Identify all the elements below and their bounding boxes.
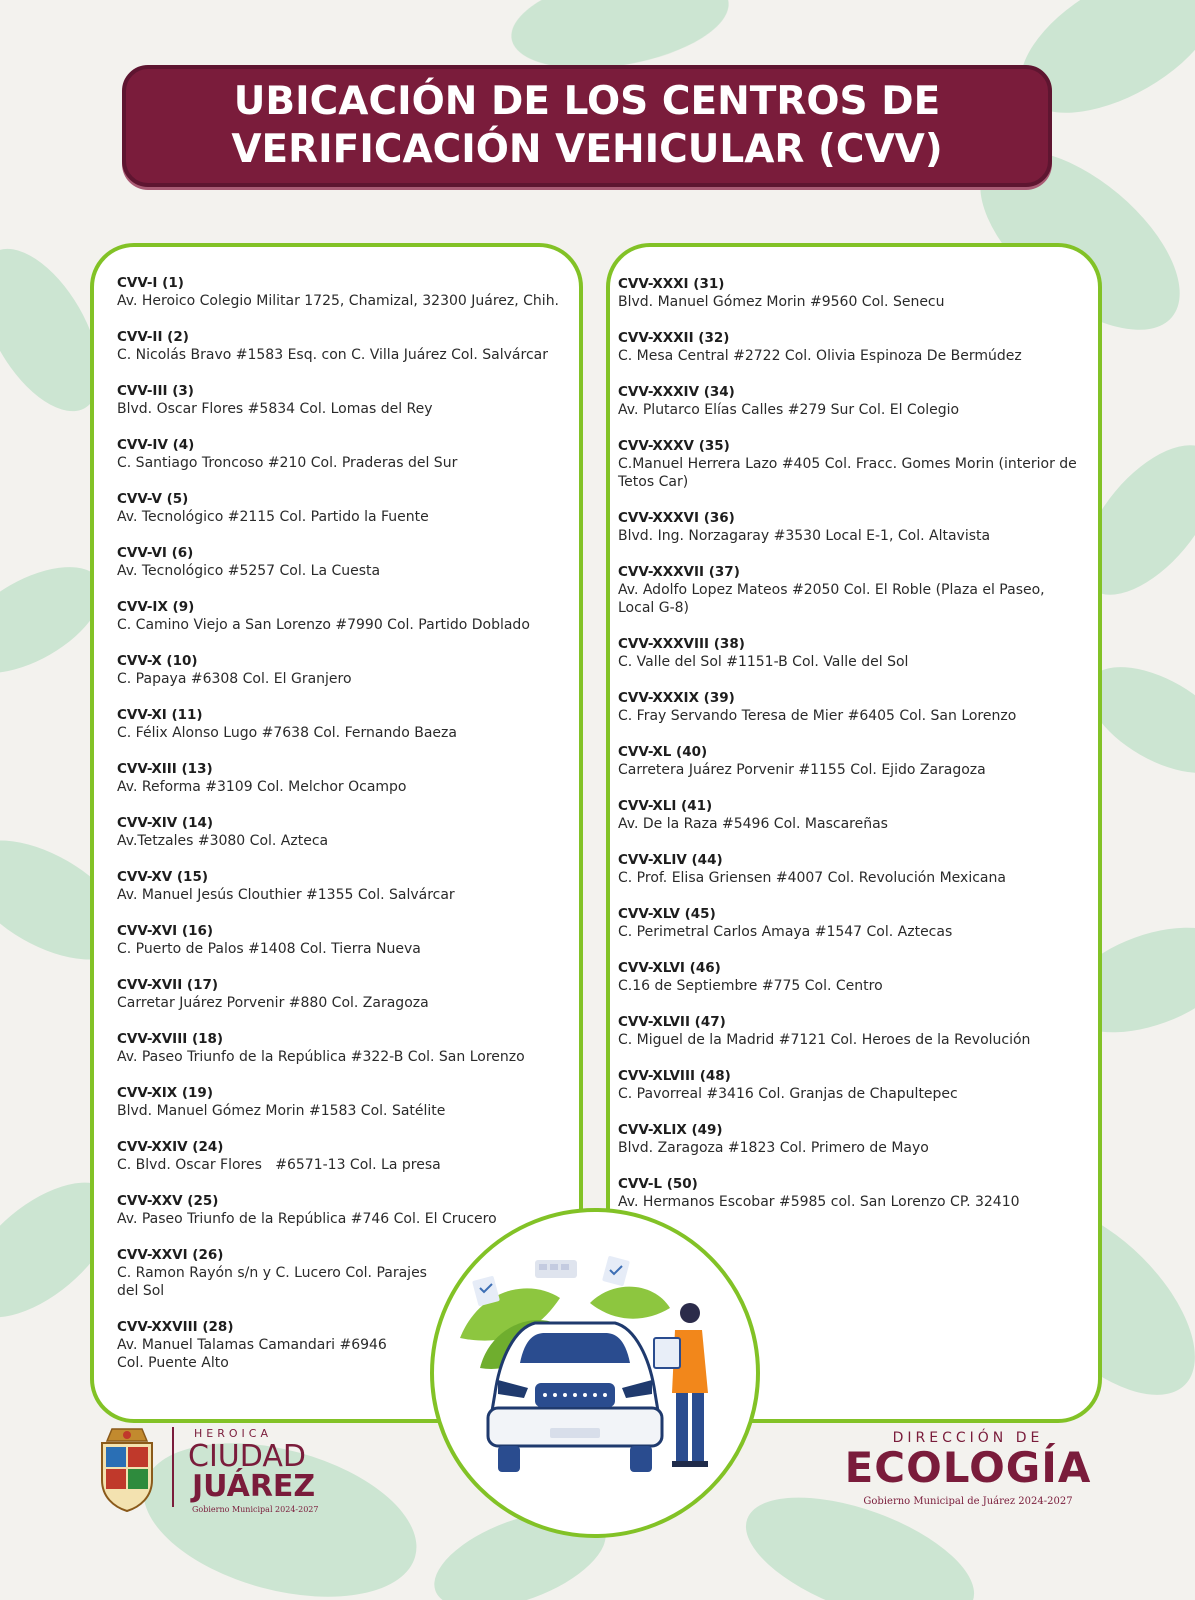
- center-code: CVV-IV (4): [117, 437, 195, 453]
- center-code: CVV-XXV (25): [117, 1193, 219, 1209]
- list-item: [618, 275, 1084, 311]
- ecologia-logo: [828, 1430, 1108, 1520]
- center-code: CVV-XXVIII (28): [117, 1319, 234, 1335]
- center-code: CVV-XI (11): [117, 707, 203, 723]
- center-code: CVV-VI (6): [117, 545, 194, 561]
- center-code: CVV-XVII (17): [117, 977, 219, 993]
- list-item: [117, 922, 577, 958]
- center-code: CVV-XLVIII (48): [618, 1068, 731, 1084]
- center-code: CVV-IX (9): [117, 599, 195, 615]
- center-code: CVV-V (5): [117, 491, 189, 507]
- gobierno-municipal-text: Gobierno Municipal 2024-2027: [192, 1505, 319, 1514]
- center-code: CVV-II (2): [117, 329, 189, 345]
- center-address: Av. Plutarco Elías Calles #279 Sur Col. El Colegio: [618, 402, 960, 418]
- center-code: CVV-XVI (16): [117, 923, 214, 939]
- center-address: Av. Paseo Triunfo de la República #746 Col. El Crucero: [117, 1211, 497, 1227]
- center-address: C. Pavorreal #3416 Col. Granjas de Chapultepec: [618, 1086, 958, 1102]
- center-code: CVV-XXVI (26): [117, 1247, 224, 1263]
- title-line-2: VERIFICACIÓN VEHICULAR (CVV): [231, 127, 943, 172]
- list-item: [618, 743, 1084, 779]
- center-address: C. Nicolás Bravo #1583 Esq. con C. Villa Juárez Col. Salvárcar: [117, 347, 548, 363]
- list-item: [618, 437, 1084, 491]
- center-address: Av. Manuel Talamas Camandari #6946 Col. Puente Alto: [117, 1337, 387, 1371]
- center-code: CVV-XLVII (47): [618, 1014, 726, 1030]
- list-item: [618, 959, 1084, 995]
- center-code: CVV-III (3): [117, 383, 194, 399]
- center-address: Av. Hermanos Escobar #5985 col. San Lorenzo CP. 32410: [618, 1194, 1020, 1210]
- list-item: [618, 797, 1084, 833]
- list-item: [117, 1318, 417, 1372]
- center-code: CVV-XXXIV (34): [618, 384, 735, 400]
- center-address: C. Camino Viejo a San Lorenzo #7990 Col. Partido Doblado: [117, 617, 530, 633]
- car-illustration-icon: [440, 1218, 750, 1518]
- crest-icon: [92, 1425, 162, 1513]
- center-address: C. Ramon Rayón s/n y C. Lucero Col. Parajes del Sol: [117, 1265, 427, 1299]
- list-item: [117, 652, 577, 688]
- center-address: Blvd. Ing. Norzagaray #3530 Local E-1, Col. Altavista: [618, 528, 991, 544]
- center-address: Av. De la Raza #5496 Col. Mascareñas: [618, 816, 888, 832]
- list-item: [618, 635, 1084, 671]
- list-item: [618, 1175, 1084, 1211]
- center-address: C. Blvd. Oscar Flores #6571-13 Col. La presa: [117, 1157, 441, 1173]
- center-code: CVV-XXXVI (36): [618, 510, 735, 526]
- direccion-text: DIRECCIÓN DE: [892, 1430, 1044, 1446]
- center-address: Av. Manuel Jesús Clouthier #1355 Col. Salvárcar: [117, 887, 455, 903]
- center-address: C. Puerto de Palos #1408 Col. Tierra Nueva: [117, 941, 421, 957]
- ecologia-text: ECOLOGÍA: [844, 1443, 1092, 1492]
- center-address: C. Miguel de la Madrid #7121 Col. Heroes de la Revolución: [618, 1032, 1031, 1048]
- list-item: [618, 509, 1084, 545]
- list-item: [117, 706, 577, 742]
- center-address: C.Manuel Herrera Lazo #405 Col. Fracc. Gomes Morin (interior de Tetos Car): [618, 456, 1077, 490]
- center-address: C. Fray Servando Teresa de Mier #6405 Col. San Lorenzo: [618, 708, 1017, 724]
- title-banner: [122, 65, 1052, 187]
- list-item: [117, 868, 577, 904]
- list-item: [117, 490, 577, 526]
- center-address: Av.Tetzales #3080 Col. Azteca: [117, 833, 329, 849]
- center-address: C. Papaya #6308 Col. El Granjero: [117, 671, 352, 687]
- center-address: Blvd. Manuel Gómez Morin #9560 Col. Senecu: [618, 294, 945, 310]
- list-item: [618, 563, 1084, 617]
- center-address: Av. Tecnológico #2115 Col. Partido la Fuente: [117, 509, 429, 525]
- center-code: CVV-I (1): [117, 275, 184, 291]
- ciudad-text: CIUDAD: [188, 1439, 306, 1474]
- center-code: CVV-X (10): [117, 653, 198, 669]
- center-address: Av. Reforma #3109 Col. Melchor Ocampo: [117, 779, 407, 795]
- center-address: Av. Tecnológico #5257 Col. La Cuesta: [117, 563, 381, 579]
- center-address: C. Valle del Sol #1151-B Col. Valle del Sol: [618, 654, 909, 670]
- center-code: CVV-XLVI (46): [618, 960, 721, 976]
- center-address: C. Santiago Troncoso #210 Col. Praderas del Sur: [117, 455, 458, 471]
- center-address: Carretar Juárez Porvenir #880 Col. Zaragoza: [117, 995, 429, 1011]
- center-code: CVV-XVIII (18): [117, 1031, 224, 1047]
- ciudad-juarez-logo: [92, 1425, 352, 1525]
- list-item: [117, 976, 577, 1012]
- list-item: [618, 1121, 1084, 1157]
- center-address: C. Mesa Central #2722 Col. Olivia Espinoza De Bermúdez: [618, 348, 1022, 364]
- list-item: [618, 383, 1084, 419]
- center-address: C. Perimetral Carlos Amaya #1547 Col. Aztecas: [618, 924, 953, 940]
- center-code: CVV-L (50): [618, 1176, 698, 1192]
- list-item: [117, 436, 577, 472]
- list-item: [117, 1030, 577, 1066]
- center-code: CVV-XXXI (31): [618, 276, 725, 292]
- list-item: [117, 274, 577, 310]
- center-address: Av. Heroico Colegio Militar 1725, Chamizal, 32300 Juárez, Chih.: [117, 293, 560, 309]
- center-code: CVV-XXXV (35): [618, 438, 730, 454]
- gobierno-juarez-text: Gobierno Municipal de Juárez 2024-2027: [863, 1496, 1073, 1507]
- list-item: [618, 1013, 1084, 1049]
- center-address: Blvd. Manuel Gómez Morin #1583 Col. Satélite: [117, 1103, 446, 1119]
- list-item: [618, 905, 1084, 941]
- center-code: CVV-XXXVIII (38): [618, 636, 745, 652]
- list-item: [117, 328, 577, 364]
- center-code: CVV-XL (40): [618, 744, 708, 760]
- center-code: CVV-XIX (19): [117, 1085, 213, 1101]
- center-code: CVV-XLIX (49): [618, 1122, 723, 1138]
- center-address: C. Félix Alonso Lugo #7638 Col. Fernando Baeza: [117, 725, 457, 741]
- center-code: CVV-XXXVII (37): [618, 564, 740, 580]
- center-code: CVV-XLV (45): [618, 906, 716, 922]
- inspector-person-icon: [654, 1303, 708, 1467]
- center-code: CVV-XIV (14): [117, 815, 214, 831]
- title-line-1: UBICACIÓN DE LOS CENTROS DE: [233, 79, 941, 124]
- list-item: [117, 814, 577, 850]
- list-item: [618, 851, 1084, 887]
- heroica-text: HEROICA: [194, 1427, 272, 1440]
- center-address: Av. Paseo Triunfo de la República #322-B Col. San Lorenzo: [117, 1049, 525, 1065]
- center-code: CVV-XLI (41): [618, 798, 713, 814]
- center-code: CVV-XXXIX (39): [618, 690, 735, 706]
- center-address: Carretera Juárez Porvenir #1155 Col. Ejido Zaragoza: [618, 762, 986, 778]
- list-item: [618, 329, 1084, 365]
- list-item: [618, 1067, 1084, 1103]
- center-address: C. Prof. Elisa Griensen #4007 Col. Revolución Mexicana: [618, 870, 1006, 886]
- center-code: CVV-XV (15): [117, 869, 209, 885]
- center-code: CVV-XLIV (44): [618, 852, 723, 868]
- list-item: [117, 598, 577, 634]
- juarez-text: JUÁREZ: [192, 1469, 316, 1504]
- list-item: [618, 689, 1084, 725]
- center-address: Av. Adolfo Lopez Mateos #2050 Col. El Roble (Plaza el Paseo, Local G-8): [618, 582, 1045, 616]
- list-item: [117, 1084, 577, 1120]
- center-address: Blvd. Zaragoza #1823 Col. Primero de Mayo: [618, 1140, 929, 1156]
- center-address: Blvd. Oscar Flores #5834 Col. Lomas del Rey: [117, 401, 433, 417]
- list-item: [117, 1246, 447, 1300]
- logo-divider: [172, 1427, 174, 1507]
- center-code: CVV-XIII (13): [117, 761, 213, 777]
- center-code: CVV-XXIV (24): [117, 1139, 224, 1155]
- list-item: [117, 382, 577, 418]
- list-item: [117, 1138, 577, 1174]
- center-code: CVV-XXXII (32): [618, 330, 730, 346]
- center-address: C.16 de Septiembre #775 Col. Centro: [618, 978, 883, 994]
- list-item: [117, 544, 577, 580]
- list-item: [117, 760, 577, 796]
